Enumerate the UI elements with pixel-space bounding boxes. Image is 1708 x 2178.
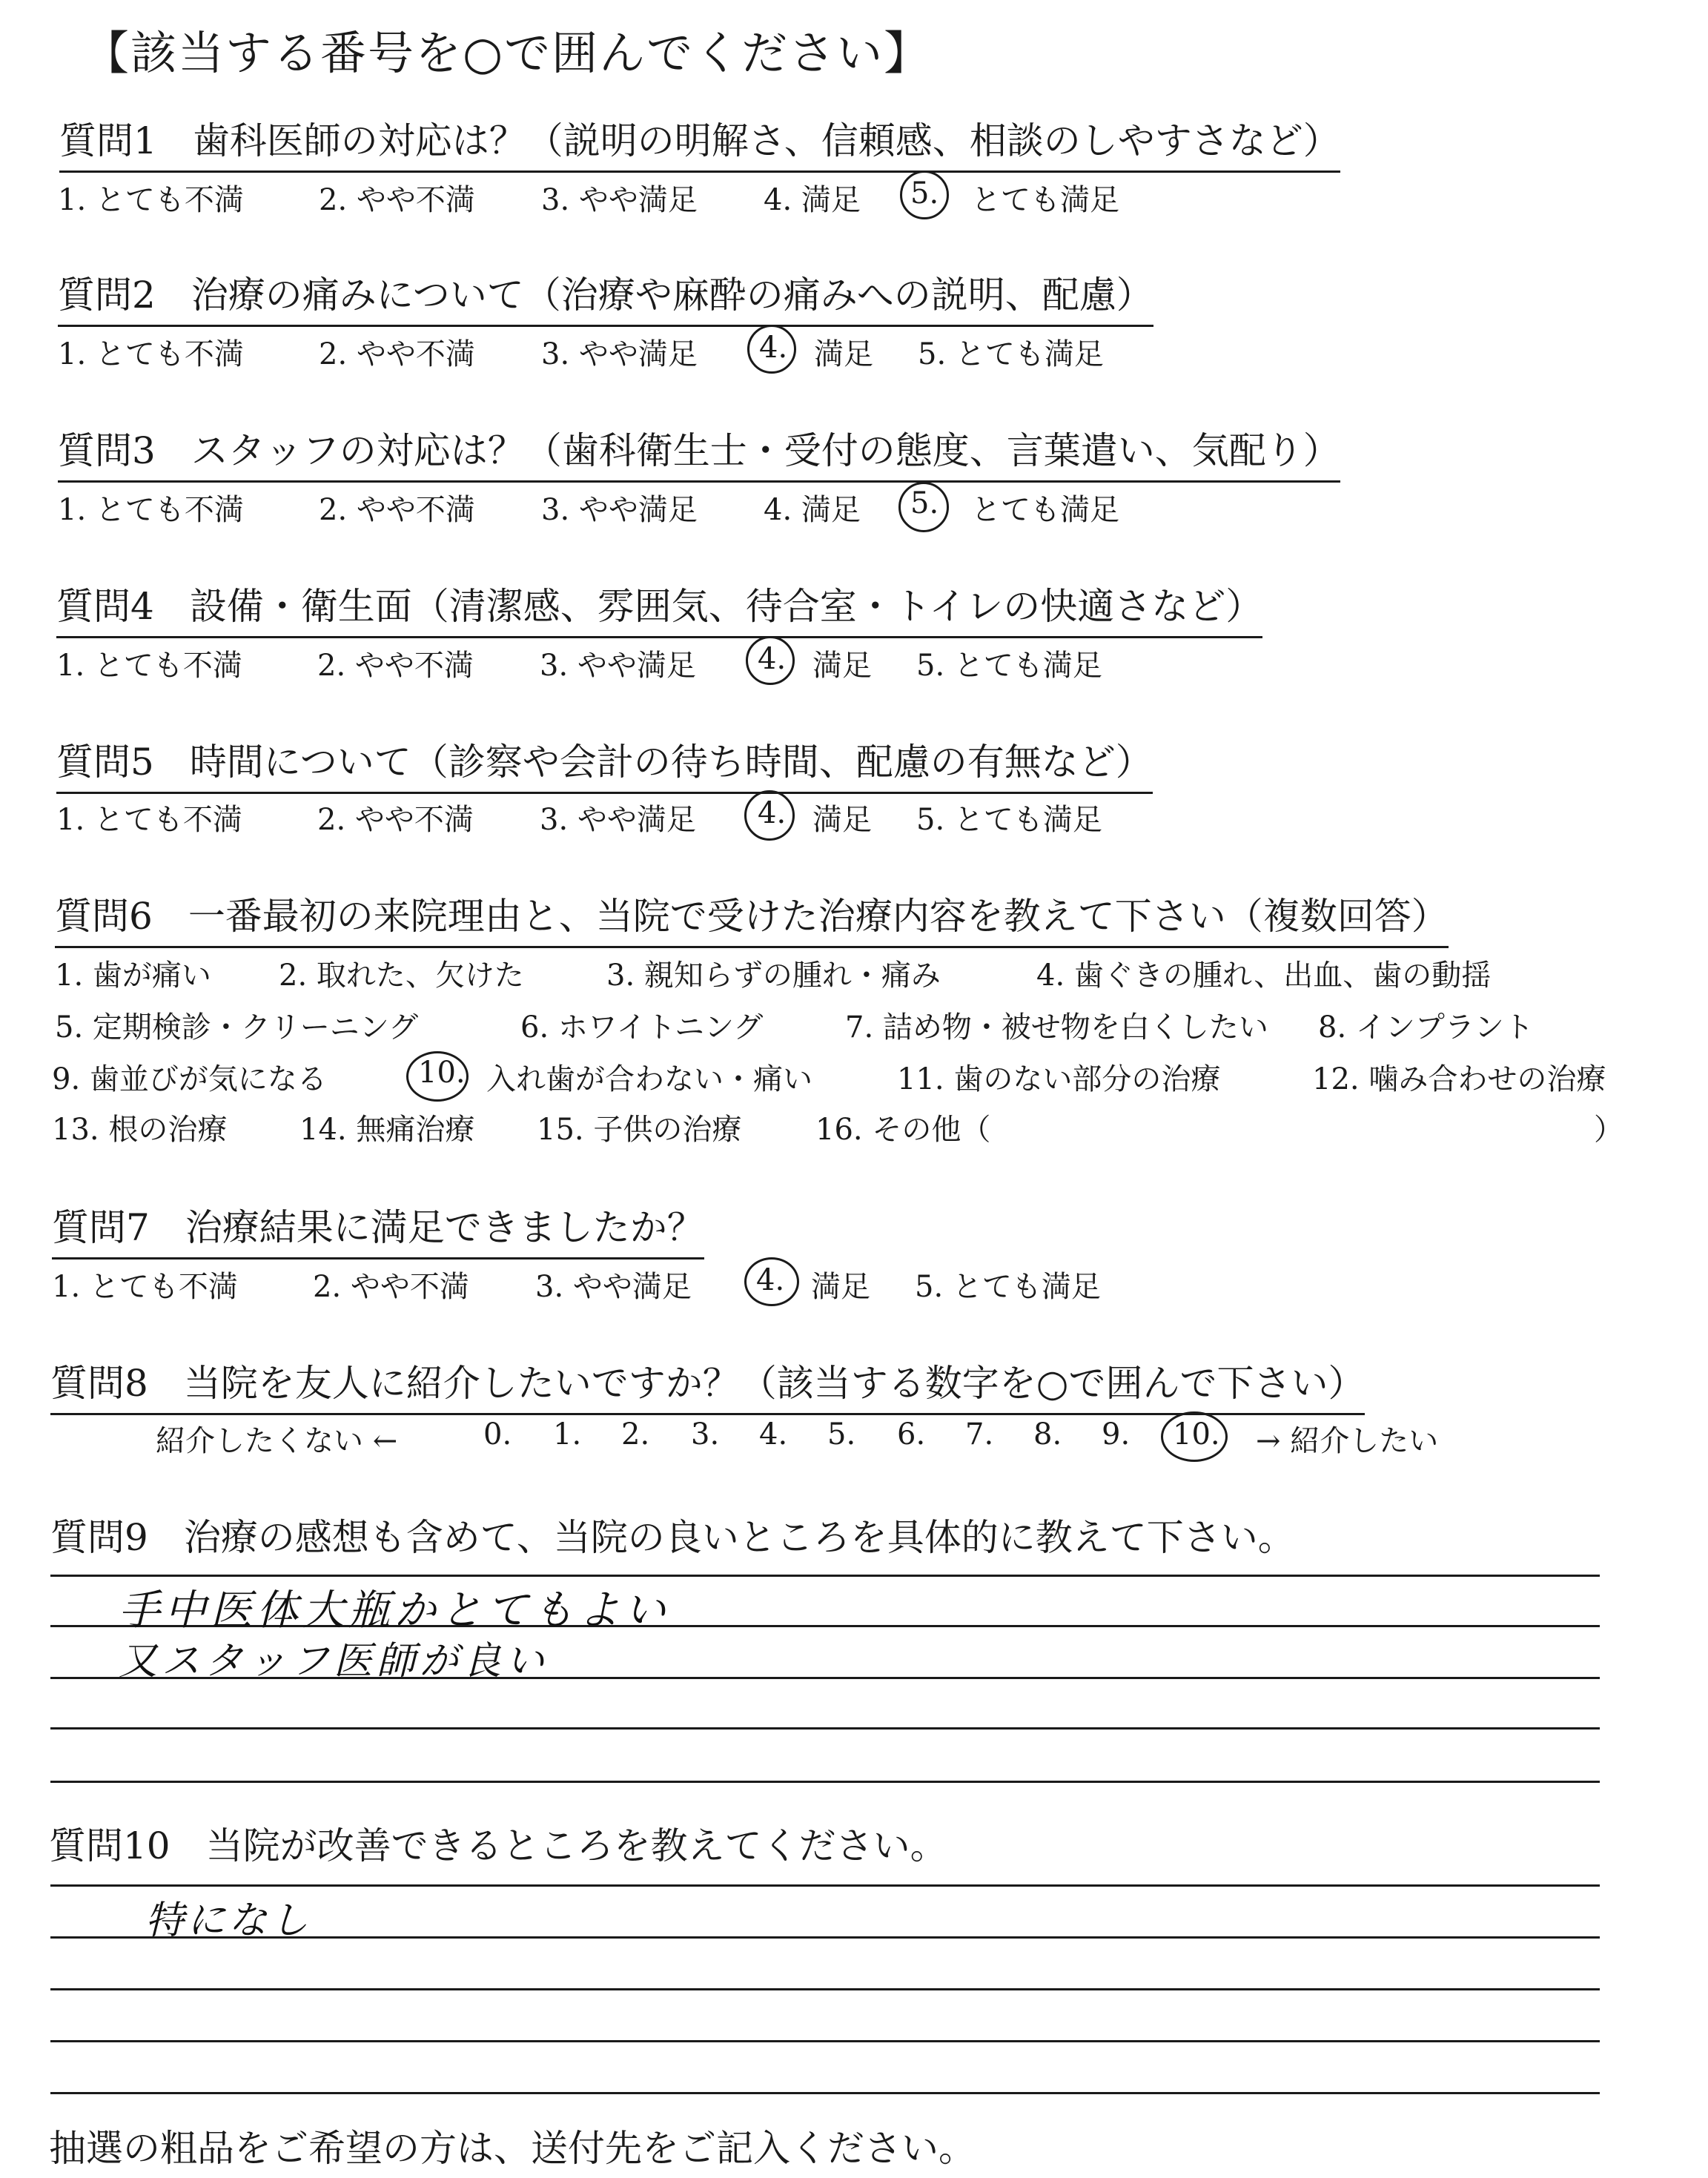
q6-option-8[interactable]: 8. インプラント	[1318, 1010, 1534, 1045]
question-7-text: 治療結果に満足できましたか？	[185, 1206, 704, 1249]
q6-option-6[interactable]: 6. ホワイトニング	[520, 1010, 764, 1045]
q7-selection-circle	[744, 1257, 799, 1306]
question-2-number: 質問2	[58, 274, 156, 317]
q9-answer-line-5	[50, 1781, 1600, 1783]
q6-option-5[interactable]: 5. 定期検診・クリーニング	[55, 1010, 419, 1045]
q6-option-4[interactable]: 4. 歯ぐきの腫れ、出血、歯の動揺	[1036, 959, 1492, 993]
q2-option-2[interactable]: 2. やや不満	[319, 337, 475, 371]
q5-option-4-number[interactable]: 4.	[758, 796, 787, 830]
q6-option-11[interactable]: 11. 歯のない部分の治療	[897, 1062, 1221, 1096]
question-4-number: 質問4	[56, 585, 154, 628]
question-3-text: スタッフの対応は？（歯科衛生士・受付の態度、言葉遣い、気配り）	[191, 429, 1340, 472]
question-8-number: 質問8	[50, 1362, 148, 1405]
q8-option-4[interactable]: 4.	[759, 1417, 788, 1452]
q5-option-3[interactable]: 3. やや満足	[540, 803, 696, 837]
instruction-header: 【該当する番号を○で囲んでください】	[83, 26, 932, 80]
question-3-number: 質問3	[58, 429, 156, 472]
q8-option-7[interactable]: 7.	[965, 1417, 994, 1452]
question-8-heading	[50, 1354, 1365, 1415]
q7-option-4-number[interactable]: 4.	[756, 1263, 785, 1297]
question-10-text: 当院が改善できるところを教えてください。	[205, 1824, 947, 1867]
q2-option-4-label[interactable]: 満足	[814, 337, 873, 371]
q4-option-4-label[interactable]: 満足	[812, 649, 872, 683]
q6-option-7[interactable]: 7. 詰め物・被せ物を白くしたい	[845, 1010, 1268, 1045]
question-6-text: 一番最初の来院理由と、当院で受けた治療内容を教えて下さい（複数回答）	[188, 895, 1449, 938]
q9-answer-line-1	[50, 1575, 1600, 1577]
q5-option-2[interactable]: 2. やや不満	[317, 803, 474, 837]
q8-selection-circle	[1161, 1411, 1228, 1462]
q8-option-8[interactable]: 8.	[1033, 1417, 1062, 1452]
q4-option-2[interactable]: 2. やや不満	[317, 649, 474, 683]
q8-option-6[interactable]: 6.	[897, 1417, 926, 1452]
question-7-heading	[52, 1198, 704, 1260]
question-9-text: 治療の感想も含めて、当院の良いところを具体的に教えて下さい。	[183, 1516, 1295, 1559]
q2-option-3[interactable]: 3. やや満足	[541, 337, 698, 371]
prize-address-instruction: 抽選の粗品をご希望の方は、送付先をご記入ください。	[49, 2127, 976, 2170]
question-1-number: 質問1	[59, 119, 157, 162]
question-2-text: 治療の痛みについて（治療や麻酔の痛みへの説明、配慮）	[191, 274, 1153, 317]
question-5-number: 質問5	[56, 741, 154, 784]
question-1-text: 歯科医師の対応は？（説明の明解さ、信頼感、相談のしやすさなど）	[192, 119, 1340, 162]
q8-left-label: 紹介したくない ←	[156, 1424, 398, 1458]
q6-option-10-number[interactable]: 10.	[418, 1056, 466, 1090]
q5-option-5[interactable]: 5. とても満足	[916, 803, 1102, 837]
q8-option-5[interactable]: 5.	[827, 1417, 856, 1452]
q7-option-3[interactable]: 3. やや満足	[535, 1270, 692, 1304]
q4-selection-circle	[746, 636, 795, 685]
question-10-heading	[49, 1816, 947, 1876]
q6-option-1[interactable]: 1. 歯が痛い	[55, 959, 211, 993]
q6-option-14[interactable]: 14. 無痛治療	[299, 1113, 475, 1147]
q9-handwritten-line-1[interactable]: 手中医体大瓶かとてもよい	[119, 1586, 670, 1635]
q9-handwritten-line-2[interactable]: 又スタッフ医師が良い	[119, 1639, 549, 1684]
q8-option-1[interactable]: 1.	[553, 1417, 582, 1452]
question-4-heading	[56, 577, 1262, 638]
q6-option-16[interactable]: 16. その他（	[815, 1113, 991, 1147]
q4-option-1[interactable]: 1. とても不満	[56, 649, 242, 683]
question-8-text: 当院を友人に紹介したいですか？（該当する数字を○で囲んで下さい）	[183, 1362, 1366, 1405]
q10-handwritten-answer[interactable]: 特になし	[145, 1899, 312, 1943]
q6-option-2[interactable]: 2. 取れた、欠けた	[279, 959, 524, 993]
question-6-heading	[55, 887, 1449, 948]
question-7-number: 質問7	[52, 1206, 150, 1249]
q4-option-3[interactable]: 3. やや満足	[540, 649, 696, 683]
q8-option-0[interactable]: 0.	[483, 1417, 512, 1452]
question-2-heading	[58, 265, 1153, 327]
q7-option-5[interactable]: 5. とても満足	[915, 1270, 1101, 1304]
question-9-number: 質問9	[50, 1516, 148, 1559]
q6-option-10-label[interactable]: 入れ歯が合わない・痛い	[486, 1062, 812, 1096]
q7-option-1[interactable]: 1. とても不満	[52, 1270, 238, 1304]
q3-option-1[interactable]: 1. とても不満	[58, 493, 244, 527]
question-3-heading	[58, 421, 1340, 483]
q6-option-16-close-paren: ）	[1594, 1113, 1623, 1147]
q1-selection-circle	[900, 171, 949, 219]
q8-option-9[interactable]: 9.	[1102, 1417, 1131, 1452]
q7-option-4-label[interactable]: 満足	[811, 1270, 870, 1304]
question-5-text: 時間について（診察や会計の待ち時間、配慮の有無など）	[189, 741, 1153, 784]
q6-option-9[interactable]: 9. 歯並びが気になる	[52, 1062, 327, 1096]
q2-option-4-number[interactable]: 4.	[759, 331, 788, 365]
question-10-number: 質問10	[49, 1824, 171, 1867]
q6-option-13[interactable]: 13. 根の治療	[52, 1113, 228, 1147]
question-9-heading	[50, 1508, 1295, 1567]
q3-selection-circle	[898, 482, 949, 532]
q8-option-10[interactable]: 10.	[1173, 1417, 1220, 1452]
question-4-text: 設備・衛生面（清潔感、雰囲気、待合室・トイレの快適さなど）	[189, 585, 1263, 628]
question-5-heading	[56, 732, 1153, 794]
q3-option-5-number[interactable]: 5.	[910, 486, 939, 520]
q1-option-3[interactable]: 3. やや満足	[541, 183, 698, 217]
q3-option-4[interactable]: 4. 満足	[764, 493, 861, 527]
q6-option-12[interactable]: 12. 噛み合わせの治療	[1312, 1062, 1606, 1096]
question-6-number: 質問6	[55, 895, 153, 938]
q1-option-5-number[interactable]: 5.	[910, 176, 939, 211]
q10-answer-line-3	[50, 1988, 1600, 1990]
q3-option-5-label[interactable]: とても満足	[971, 493, 1119, 527]
q7-option-2[interactable]: 2. やや不満	[313, 1270, 469, 1304]
q5-option-4-label[interactable]: 満足	[812, 803, 872, 837]
q2-option-5[interactable]: 5. とても満足	[918, 337, 1104, 371]
q6-selection-circle	[406, 1051, 469, 1102]
q10-answer-line-1	[50, 1884, 1600, 1887]
q3-option-2[interactable]: 2. やや不満	[319, 493, 475, 527]
q1-option-5-label[interactable]: とても満足	[971, 183, 1119, 217]
q9-answer-line-4	[50, 1727, 1600, 1730]
q4-option-5[interactable]: 5. とても満足	[916, 649, 1102, 683]
q1-option-2[interactable]: 2. やや不満	[319, 183, 475, 217]
q2-option-1[interactable]: 1. とても不満	[58, 337, 244, 371]
q8-option-3[interactable]: 3.	[691, 1417, 720, 1452]
q3-option-3[interactable]: 3. やや満足	[541, 493, 698, 527]
q5-selection-circle	[744, 790, 795, 841]
q6-option-3[interactable]: 3. 親知らずの腫れ・痛み	[606, 959, 941, 993]
q1-option-1[interactable]: 1. とても不満	[58, 183, 244, 217]
q10-answer-line-4	[50, 2040, 1600, 2042]
q8-right-label: → 紹介したい	[1256, 1424, 1439, 1458]
question-1-heading	[59, 111, 1340, 173]
q10-answer-line-5	[50, 2092, 1600, 2094]
q5-option-1[interactable]: 1. とても不満	[56, 803, 242, 837]
q8-option-2[interactable]: 2.	[621, 1417, 650, 1452]
q1-option-4[interactable]: 4. 満足	[764, 183, 861, 217]
q2-selection-circle	[747, 325, 796, 374]
q6-option-15[interactable]: 15. 子供の治療	[537, 1113, 742, 1147]
q4-option-4-number[interactable]: 4.	[758, 642, 787, 676]
